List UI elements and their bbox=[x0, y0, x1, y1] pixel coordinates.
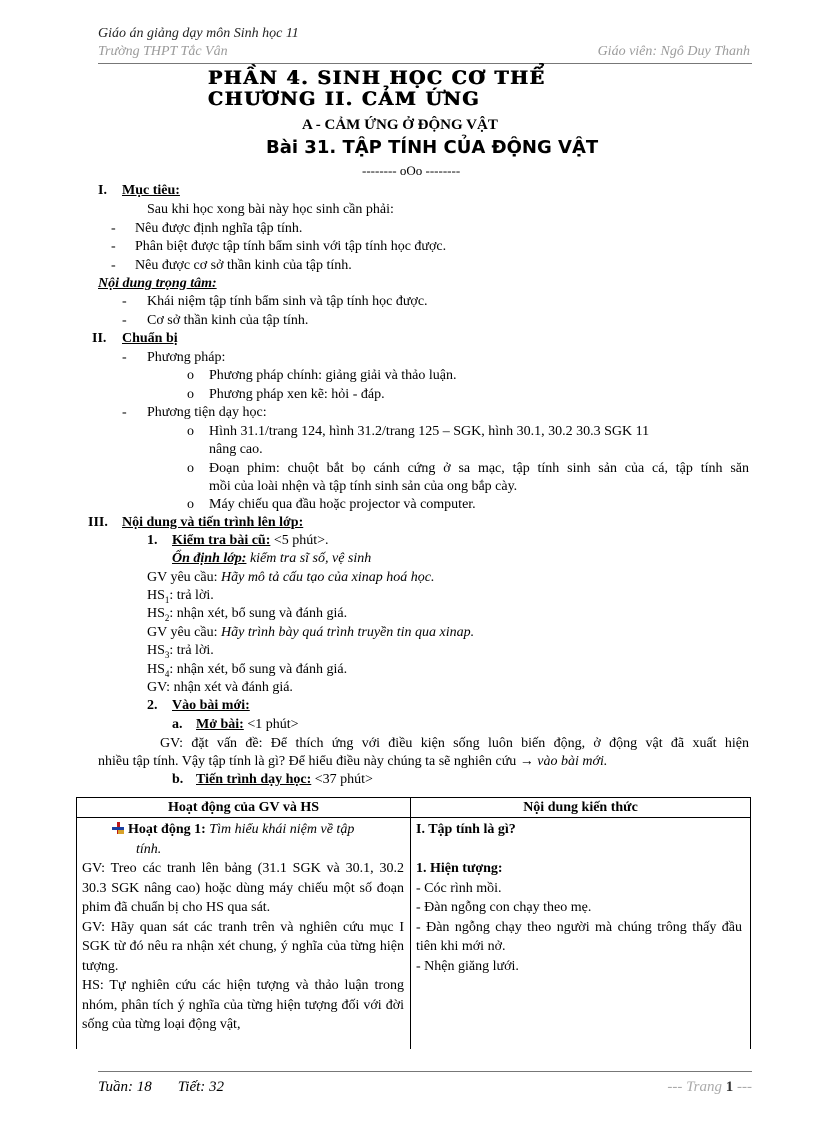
content-spacer bbox=[416, 840, 742, 860]
bullet-dash: - bbox=[111, 221, 116, 236]
title-divider: -------- oOo -------- bbox=[362, 163, 461, 178]
intro-label: Vào bài mới: bbox=[172, 698, 250, 713]
bullet-dash: - bbox=[122, 294, 127, 309]
method-label: Phương pháp: bbox=[147, 350, 226, 365]
student-line bbox=[147, 662, 347, 679]
bullet-dash: - bbox=[111, 239, 116, 254]
question-prefix: GV yêu cầu: bbox=[147, 625, 221, 640]
check-time: <5 phút>. bbox=[270, 533, 329, 548]
student-index: 2 bbox=[164, 612, 170, 623]
header-rule bbox=[98, 63, 752, 64]
bullet-dash: - bbox=[122, 350, 127, 365]
method-item: Phương pháp xen kẽ: hỏi - đáp. bbox=[209, 387, 385, 402]
footer-rule bbox=[98, 1071, 752, 1072]
student-name: HS bbox=[147, 606, 165, 621]
tool-item-line: mồi của loài nhện và tập tính sinh sản của ong bắp cày. bbox=[209, 479, 518, 494]
objective-item: Phân biệt được tập tính bẩm sinh với tập tính học được. bbox=[135, 239, 447, 254]
open-paragraph-line bbox=[98, 754, 607, 770]
student-name: HS bbox=[147, 588, 165, 603]
activity-paragraph: GV: Treo các tranh lên bảng (31.1 SGK và 30.1, 30.2 30.3 SGK nâng cao) hoặc dùng máy chiếu một số đoạn phim đã chuẩn bị cho HS qua sát. bbox=[82, 861, 404, 915]
focus-item: Khái niệm tập tính bẩm sinh và tập tính học được. bbox=[147, 294, 428, 309]
page-suffix: --- bbox=[733, 1079, 752, 1095]
student-text: : trả lời. bbox=[169, 588, 214, 603]
tools-label: Phương tiện dạy học: bbox=[147, 405, 267, 420]
footer-week: Tuần: 18 bbox=[98, 1079, 152, 1095]
open-label: Mở bài: bbox=[196, 717, 244, 732]
open-line bbox=[196, 717, 299, 733]
section1-intro: Sau khi học xong bài này học sinh cần phải: bbox=[147, 202, 394, 217]
page-prefix: --- Trang bbox=[667, 1079, 726, 1095]
section2-heading: Chuẩn bị bbox=[122, 331, 178, 346]
check-label: Kiểm tra bài cũ: bbox=[172, 533, 271, 548]
activity-paragraph: HS: Tự nghiên cứu các hiện tượng và thảo luận trong nhóm, phân tích ý nghĩa của từng hiện tượng đối với đời sống của từng loại động vật, bbox=[82, 978, 404, 1032]
open-time: <1 phút> bbox=[243, 717, 299, 732]
question-text: Hãy mô tả cấu tạo của xinap hoá học. bbox=[221, 570, 435, 585]
check-line bbox=[172, 533, 329, 549]
chapter-title: CHƯƠNG II. CẢM ỨNG bbox=[208, 88, 481, 110]
section-title: A - CẢM ỨNG Ở ĐỘNG VẬT bbox=[302, 117, 498, 133]
table-divider bbox=[410, 798, 411, 1049]
footer-period: Tiết: 32 bbox=[177, 1079, 225, 1095]
section2-number: II. bbox=[92, 331, 107, 346]
page-number: 1 bbox=[725, 1079, 734, 1095]
table-header-rule bbox=[77, 817, 750, 818]
student-text: : nhận xét, bổ sung và đánh giá. bbox=[169, 662, 348, 677]
question-line bbox=[147, 570, 434, 586]
open-paragraph-line: GV: đặt vấn đề: Để thích ứng với điều kiện sống luôn biến động, ở động vật đã xuất hiện bbox=[160, 736, 749, 751]
teacher-final: GV: nhận xét và đánh giá. bbox=[147, 680, 293, 695]
progress-line bbox=[196, 772, 373, 788]
student-index: 1 bbox=[164, 594, 170, 605]
check-number: 1. bbox=[147, 533, 158, 548]
section1-number: I. bbox=[98, 183, 107, 198]
header-school: Trường THPT Tắc Vân bbox=[98, 44, 228, 59]
header-teacher: Giáo viên: Ngô Duy Thanh bbox=[597, 44, 750, 59]
content-heading: I. Tập tính là gì? bbox=[416, 822, 516, 837]
tool-item-line: nâng cao. bbox=[209, 442, 263, 457]
content-item: - Cóc rình mồi. bbox=[416, 880, 502, 896]
objective-item: Nêu được định nghĩa tập tính. bbox=[135, 221, 303, 236]
progress-time: <37 phút> bbox=[311, 772, 373, 787]
student-line bbox=[147, 643, 214, 660]
open-text-italic: vào bài mới. bbox=[533, 754, 608, 769]
open-number: a. bbox=[172, 717, 183, 732]
stable-label: Ổn định lớp: bbox=[172, 551, 247, 566]
objective-item: Nêu được cơ sở thần kinh của tập tính. bbox=[135, 258, 352, 273]
focus-heading: Nội dung trọng tâm: bbox=[98, 276, 217, 291]
bullet-circle: o bbox=[187, 424, 194, 439]
bullet-dash: - bbox=[111, 258, 116, 273]
progress-label: Tiến trình dạy học: bbox=[196, 772, 312, 787]
student-index: 4 bbox=[164, 668, 170, 679]
bullet-circle: o bbox=[187, 461, 194, 476]
section3-heading: Nội dung và tiến trình lên lớp: bbox=[122, 515, 304, 530]
student-text: : nhận xét, bổ sung và đánh giá. bbox=[169, 606, 348, 621]
open-text: nhiều tập tính. Vậy tập tính là gì? Để hiểu điều này chúng ta sẽ nghiên cứu bbox=[98, 754, 520, 769]
student-line bbox=[147, 588, 214, 605]
plus-icon bbox=[112, 822, 124, 834]
footer-page bbox=[667, 1079, 752, 1096]
header-subject: Giáo án giảng dạy môn Sinh học 11 bbox=[98, 26, 299, 41]
footer-left bbox=[98, 1079, 224, 1096]
stable-line bbox=[172, 551, 371, 567]
question-prefix: GV yêu cầu: bbox=[147, 570, 221, 585]
tool-item-line: Máy chiếu qua đầu hoặc projector và computer. bbox=[209, 497, 476, 512]
activity-title: Tìm hiểu khái niệm về tập bbox=[205, 822, 355, 837]
arrow-icon: → bbox=[519, 754, 534, 769]
activity-paragraph: GV: Hãy quan sát các tranh trên và nghiên cứu mục I SGK từ đó nêu ra nhận xét chung, ý nghĩa của từng hiện tượng. bbox=[82, 919, 404, 974]
intro-number: 2. bbox=[147, 698, 158, 713]
bullet-dash: - bbox=[122, 313, 127, 328]
activity-label: Hoạt động 1: bbox=[128, 822, 206, 837]
bullet-circle: o bbox=[187, 497, 194, 512]
question-line bbox=[147, 625, 474, 641]
bullet-circle: o bbox=[187, 387, 194, 402]
bullet-circle: o bbox=[187, 368, 194, 383]
tool-item-line: Đoạn phim: chuột bắt bọ cánh cứng ở sa mạc, tập tính sinh sản của cá, tập tính săn bbox=[209, 461, 749, 476]
activity-title-line bbox=[82, 820, 404, 840]
part-title: PHẦN 4. SINH HỌC CƠ THỂ bbox=[208, 67, 546, 89]
tool-item-line: Hình 31.1/trang 124, hình 31.2/trang 125 – SGK, hình 30.1, 30.2 30.3 SGK 11 bbox=[209, 424, 650, 439]
table-header-activity: Hoạt động của GV và HS bbox=[167, 800, 320, 815]
bullet-dash: - bbox=[122, 405, 127, 420]
table-cell-activity bbox=[82, 820, 404, 1035]
table-cell-content bbox=[416, 820, 742, 976]
content-item: - Nhện giăng lưới. bbox=[416, 958, 519, 974]
activity-title-cont: tính. bbox=[136, 841, 162, 857]
lesson-table bbox=[76, 797, 751, 1049]
student-name: HS bbox=[147, 643, 165, 658]
content-item: - Đàn ngỗng con chạy theo mẹ. bbox=[416, 900, 592, 915]
table-header-content: Nội dung kiến thức bbox=[523, 800, 638, 815]
section1-heading: Mục tiêu: bbox=[122, 183, 180, 198]
content-subheading: 1. Hiện tượng: bbox=[416, 861, 503, 876]
student-line bbox=[147, 606, 347, 623]
method-item: Phương pháp chính: giảng giải và thảo luận. bbox=[209, 368, 457, 383]
student-index: 3 bbox=[164, 649, 170, 660]
student-name: HS bbox=[147, 662, 165, 677]
content-item: - Đàn ngỗng chạy theo người mà chúng trông thấy đầu tiên khi mới nở. bbox=[416, 919, 742, 954]
stable-text: kiểm tra sĩ số, vệ sinh bbox=[246, 551, 372, 566]
progress-number: b. bbox=[172, 772, 184, 787]
lesson-title: Bài 31. TẬP TÍNH CỦA ĐỘNG VẬT bbox=[266, 137, 599, 158]
question-text: Hãy trình bày quá trình truyền tin qua xinap. bbox=[221, 625, 475, 640]
section3-number: III. bbox=[88, 515, 108, 530]
student-text: : trả lời. bbox=[169, 643, 214, 658]
focus-item: Cơ sở thần kinh của tập tính. bbox=[147, 313, 309, 328]
